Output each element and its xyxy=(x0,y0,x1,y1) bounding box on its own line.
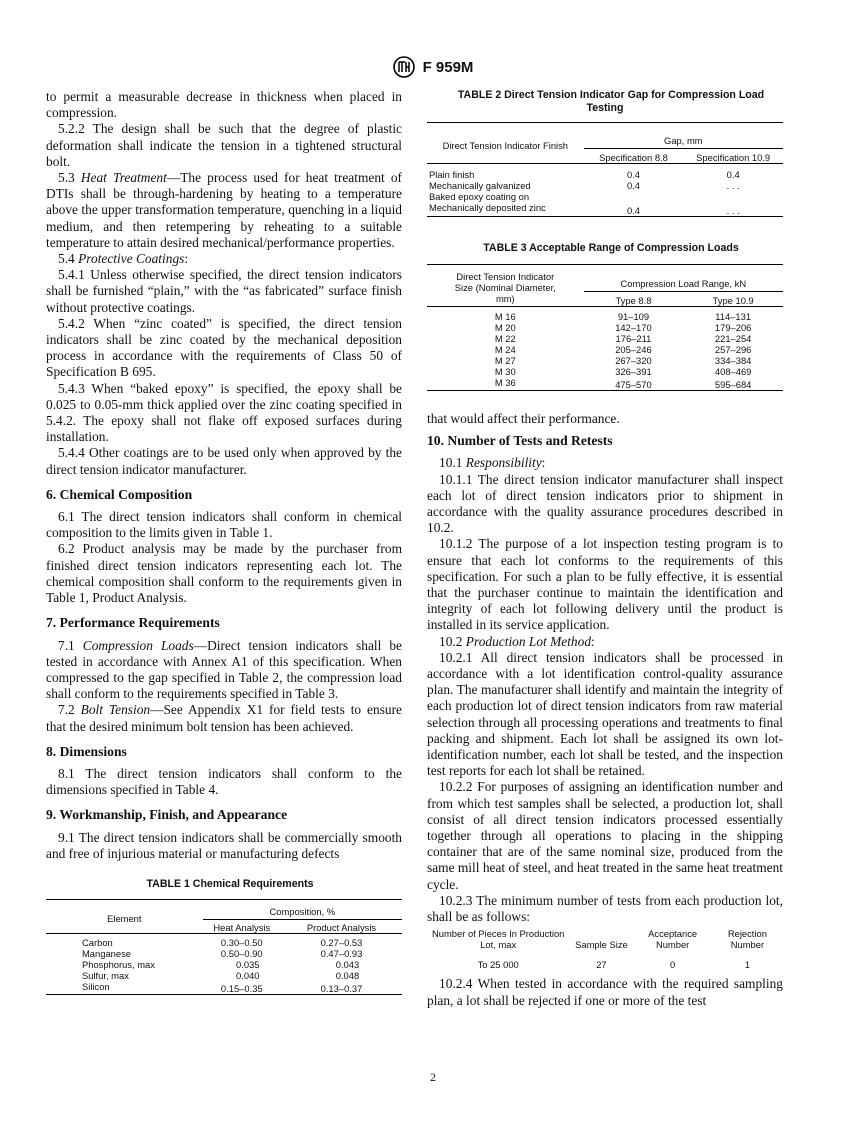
section-text: —Direct tension indicators shall be tested in accordance with Annex A1 of this specification. When compressed to the gap specified in Table 2, the compression load shall conform to the requirements specified in Table 3. xyxy=(46,637,402,702)
table-row xyxy=(427,307,783,323)
cell-finish: Baked epoxy coating on xyxy=(429,191,530,202)
section-title: Compression Loads xyxy=(82,637,194,653)
table-row xyxy=(427,180,783,191)
table-row xyxy=(427,333,783,344)
table-2-header-10-9: Specification 10.9 xyxy=(683,149,783,164)
cell-sample: 27 xyxy=(596,959,607,971)
sampling-table xyxy=(427,928,783,970)
cell-size: M 20 xyxy=(494,322,516,333)
cell-heat: 0.15–0.35 xyxy=(220,982,263,994)
table-1-grid xyxy=(46,899,402,995)
cell-size: M 24 xyxy=(494,344,516,355)
paragraph-8-1: 8.1 The direct tension indicators shall conform to the dimensions specified in Table 4. xyxy=(46,765,402,798)
cell-product: 0.27–0.53 xyxy=(320,936,363,948)
table-row xyxy=(427,344,783,355)
table-3 xyxy=(427,242,783,391)
cell-type-8-8: 326–391 xyxy=(615,366,652,377)
sampling-header-pieces: Number of Pieces In Production Lot, max xyxy=(432,928,565,951)
table-row xyxy=(46,948,402,959)
paragraph-5-4-1: 5.4.1 Unless otherwise specified, the direct tension indicators shall be furnished “plain,” with the “as fabricated” surface finish without protective coatings. xyxy=(46,267,402,315)
table-1-header-product: Product Analysis xyxy=(281,919,402,933)
cell-gap-10-9: . . . xyxy=(726,180,740,191)
cell-type-8-8: 91–109 xyxy=(617,311,650,322)
cell-type-8-8: 475–570 xyxy=(615,379,652,390)
cell-product: 0.13–0.37 xyxy=(320,982,363,994)
table-1-caption: TABLE 1 Chemical Requirements xyxy=(146,877,314,890)
cell-accept: 0 xyxy=(670,959,676,971)
heading-section-6: 6. Chemical Composition xyxy=(46,486,193,502)
table-row xyxy=(427,191,783,202)
paragraph-10-1 xyxy=(427,455,783,471)
paragraph-10-2-2: 10.2.2 For purposes of assigning an identification number and from which test samples shall be selected, a production lot, shall consist of all direct tension indicators processed essentially together through all operations to placing in the shipping container that are of the same nominal size, produced from the same mill heat of steel, and heat treated in the same heat treatment cycle. xyxy=(427,779,783,892)
table-2-header-group: Gap, mm xyxy=(584,123,783,149)
section-title: Bolt Tension xyxy=(80,702,151,718)
table-3-header-size: Direct Tension Indicator Size (Nominal Diameter, mm) xyxy=(427,265,584,307)
heading-section-10: 10. Number of Tests and Retests xyxy=(427,433,613,449)
sampling-header-reject: Rejection Number xyxy=(727,928,767,951)
table-row xyxy=(427,366,783,377)
table-row xyxy=(46,970,402,981)
section-number: 10.1 xyxy=(439,455,463,471)
table-1-header-element: Element xyxy=(46,899,203,933)
page-number: 2 xyxy=(430,1070,436,1084)
paragraph-5-4-3: 5.4.3 When “baked epoxy” is specified, the epoxy shall be 0.025 to 0.05-mm thick applied over the zinc coating specified in 5.4.2. The epoxy shall not flake off exposed surfaces during installation. xyxy=(46,380,402,445)
cell-size: M 16 xyxy=(494,311,516,322)
table-1-header-group: Composition, % xyxy=(203,899,402,919)
section-number: 7.2 xyxy=(58,702,75,718)
table-row xyxy=(46,933,402,948)
paragraph-10-2-4: 10.2.4 When tested in accordance with the required sampling plan, a lot shall be rejected if one or more of the test xyxy=(427,976,783,1008)
cell-finish: Plain finish xyxy=(429,169,475,180)
cell-gap-8-8 xyxy=(584,191,684,202)
table-row xyxy=(427,377,783,391)
paragraph-10-1-1: 10.1.1 The direct tension indicator manufacturer shall inspect each lot of direct tension indicators prior to shipment in accordance with the quality assurance procedures described in 10.2. xyxy=(427,471,783,536)
section-text: —See Appendix X1 for field tests to ensure that the desired minimum bolt tension has been achieved. xyxy=(46,702,402,734)
cell-element: Manganese xyxy=(82,947,131,959)
cell-gap-10-9 xyxy=(683,191,783,202)
cell-gap-8-8: 0.4 xyxy=(626,205,640,216)
cell-finish: Mechanically deposited zinc xyxy=(429,202,546,213)
table-row xyxy=(427,202,783,217)
paragraph-6-1: 6.1 The direct tension indicators shall conform in chemical composition to the limits given in Table 1. xyxy=(46,509,402,541)
cell-type-10-9: 334–384 xyxy=(714,355,752,366)
right-column xyxy=(427,89,783,1009)
cell-product: 0.47–0.93 xyxy=(320,947,363,959)
section-text: —The process used for heat treatment of DTIs shall be through-hardening by heating to a temperature above the upper transformation temperature, quenching in a liquid medium, and then retempering by reheating to a suitable temperature to attain desired mechanical/performance properties. xyxy=(46,170,402,250)
section-text: : xyxy=(591,633,595,649)
table-row xyxy=(427,322,783,333)
paragraph: that would affect their performance. xyxy=(427,411,620,426)
table-3-grid xyxy=(427,264,783,391)
cell-type-10-9: 114–131 xyxy=(715,311,752,322)
cell-element: Carbon xyxy=(82,936,113,948)
cell-element: Silicon xyxy=(82,980,110,992)
paragraph-6-2: 6.2 Product analysis may be made by the purchaser from finished direct tension indicators representing each lot. The chemical composition shall conform to the requirements given in Table 1, Product Analysis. xyxy=(46,541,402,606)
cell-type-10-9: 595–684 xyxy=(714,379,752,390)
table-row xyxy=(427,950,783,970)
paragraph-10-2-3: 10.2.3 The minimum number of tests from each production lot, shall be as follows: xyxy=(427,892,783,925)
left-column xyxy=(46,89,402,995)
paragraph-7-2 xyxy=(46,702,402,734)
section-title: Production Lot Method xyxy=(465,633,592,649)
section-text: : xyxy=(541,455,546,471)
heading-section-7: 7. Performance Requirements xyxy=(46,615,220,631)
cell-heat: 0.50–0.90 xyxy=(220,947,263,959)
table-row xyxy=(46,959,402,970)
table-2-header-finish: Direct Tension Indicator Finish xyxy=(427,123,584,164)
paragraph-9-1: 9.1 The direct tension indicators shall be commercially smooth and free of injurious material or manufacturing defects xyxy=(46,829,402,861)
astm-logo-icon xyxy=(393,56,415,78)
paragraph-10-1-2: 10.1.2 The purpose of a lot inspection testing program is to ensure that each lot conforms to the requirements of this specification. For such a plan to be fully effective, it is essential that the purchaser continue to maintain the identification and integrity of each lot following delivery until the product is installed in its service application. xyxy=(427,536,783,633)
heading-section-9: 9. Workmanship, Finish, and Appearance xyxy=(46,807,288,823)
table-3-header-8-8: Type 8.8 xyxy=(584,291,684,306)
paragraph-10-2 xyxy=(427,634,783,650)
sampling-header-accept: Acceptance Number xyxy=(648,928,698,951)
cell-size: M 36 xyxy=(494,377,516,388)
cell-finish: Mechanically galvanized xyxy=(429,180,531,191)
cell-type-8-8: 176–211 xyxy=(615,333,652,344)
table-row xyxy=(427,164,783,181)
cell-element: Phosphorus, max xyxy=(82,958,155,970)
cell-type-8-8: 142–170 xyxy=(615,322,652,333)
cell-type-8-8: 205–246 xyxy=(615,344,652,355)
cell-heat: 0.040 xyxy=(236,969,260,981)
cell-type-8-8: 267–320 xyxy=(615,355,652,366)
table-2-caption: TABLE 2 Direct Tension Indicator Gap for Compression Load Testing xyxy=(457,89,765,114)
cell-heat: 0.035 xyxy=(236,958,260,970)
cell-product: 0.048 xyxy=(335,969,360,981)
table-2 xyxy=(427,89,783,217)
paragraph-5-4-2: 5.4.2 When “zinc coated” is specified, the direct tension indicators shall be zinc coated by the mechanical deposition process in accordance with the requirements of Class 50 of Specification B 695. xyxy=(46,315,402,380)
heading-section-8: 8. Dimensions xyxy=(46,743,127,759)
section-text: : xyxy=(184,251,189,267)
section-number: 7.1 xyxy=(58,637,75,653)
table-3-header-10-9: Type 10.9 xyxy=(683,291,783,306)
page-header xyxy=(0,56,866,78)
table-row xyxy=(427,355,783,366)
paragraph: to permit a measurable decrease in thickness when placed in compression. xyxy=(46,89,402,121)
section-title: Heat Treatment xyxy=(80,170,167,186)
paragraph-5-2-2: 5.2.2 The design shall be such that the degree of plastic deformation shall indicate the tension in a tightened structural bolt. xyxy=(46,121,402,169)
cell-pieces: To 25 000 xyxy=(477,959,519,971)
table-3-caption: TABLE 3 Acceptable Range of Compression Loads xyxy=(483,242,739,254)
cell-type-10-9: 408–469 xyxy=(714,366,752,377)
cell-gap-10-9: . . . xyxy=(726,205,740,216)
section-number: 10.2 xyxy=(439,633,463,649)
cell-reject: 1 xyxy=(744,959,750,971)
table-1 xyxy=(46,878,402,995)
cell-type-10-9: 257–296 xyxy=(714,344,752,355)
paragraph-5-4 xyxy=(46,251,402,267)
cell-gap-8-8: 0.4 xyxy=(626,180,640,191)
cell-element: Sulfur, max xyxy=(82,969,129,981)
cell-product: 0.043 xyxy=(335,958,360,970)
table-2-header-8-8: Specification 8.8 xyxy=(584,149,684,164)
paragraph-10-2-1: 10.2.1 All direct tension indicators shall be processed in accordance with a lot identification control-quality assurance plan. The manufacturer shall identify and maintain the integrity of each production lot of direct tension indicators from raw material selection through all processing operations and treatments to final packing and shipment. Each lot shall be assigned its own lot-identification number, each lot shall be tested, and the inspection test reports for each lot shall be retained. xyxy=(427,649,783,779)
table-3-header-group: Compression Load Range, kN xyxy=(584,265,783,292)
cell-size: M 27 xyxy=(494,355,516,366)
cell-gap-8-8: 0.4 xyxy=(626,169,640,180)
paragraph-5-3 xyxy=(46,170,402,251)
section-title: Protective Coatings xyxy=(78,251,185,267)
paragraph-5-4-4: 5.4.4 Other coatings are to be used only when approved by the direct tension indicator manufacturer. xyxy=(46,445,402,477)
cell-gap-10-9: 0.4 xyxy=(726,169,740,180)
section-title: Responsibility xyxy=(465,455,542,471)
cell-type-10-9: 221–254 xyxy=(714,333,752,344)
designation: F 959M xyxy=(422,58,474,76)
cell-size: M 30 xyxy=(494,366,516,377)
cell-size: M 22 xyxy=(494,333,516,344)
section-number: 5.3 xyxy=(58,170,75,186)
section-number: 5.4 xyxy=(58,251,75,267)
table-2-grid xyxy=(427,122,783,217)
table-1-header-heat: Heat Analysis xyxy=(203,919,281,933)
sampling-header-sample: Sample Size xyxy=(575,939,628,951)
table-row xyxy=(46,981,402,995)
paragraph-7-1 xyxy=(46,638,402,703)
cell-type-10-9: 179–206 xyxy=(714,322,752,333)
cell-heat: 0.30–0.50 xyxy=(220,936,263,948)
